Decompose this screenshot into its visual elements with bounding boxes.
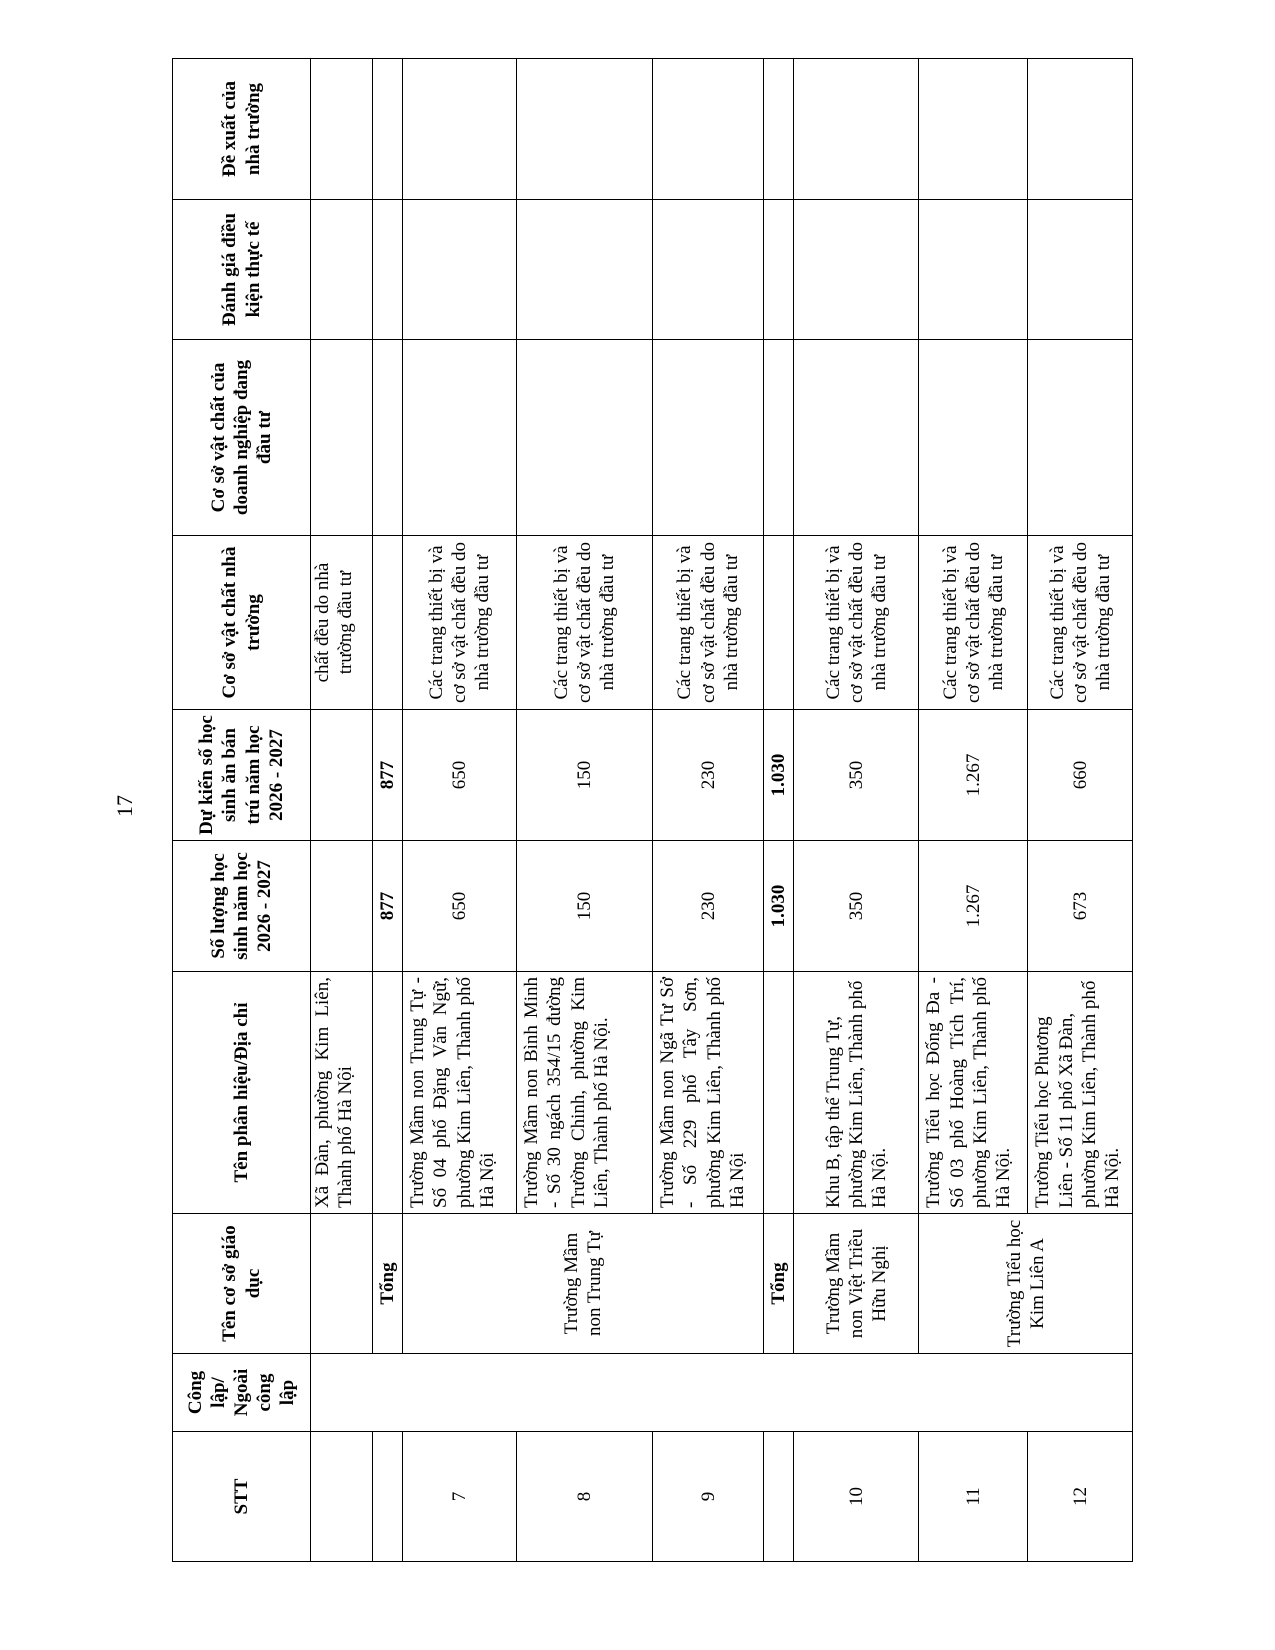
cell-proposal bbox=[794, 59, 919, 200]
cell-school: Trường Mầm non Trung Tự bbox=[403, 1214, 764, 1354]
cell-students: 673 bbox=[1028, 841, 1133, 972]
cell-stt: 9 bbox=[653, 1432, 764, 1562]
cell-school-facility: Các trang thiết bị và cơ sở vật chất đều do nhà trường đầu tư bbox=[1028, 536, 1133, 710]
cell-assessment bbox=[403, 200, 517, 340]
cell-proposal bbox=[1028, 59, 1133, 200]
cell-proposal bbox=[517, 59, 653, 200]
cell-stt: 8 bbox=[517, 1432, 653, 1562]
cell-enterprise-facility bbox=[517, 340, 653, 536]
total-boarding: 877 bbox=[373, 710, 403, 841]
cell-stt bbox=[373, 1432, 403, 1562]
cell-school-facility bbox=[373, 536, 403, 710]
header-row bbox=[173, 59, 311, 1562]
cell-stt: 10 bbox=[794, 1432, 919, 1562]
cell-proposal bbox=[403, 59, 517, 200]
cell-proposal bbox=[764, 59, 794, 200]
cell-stt bbox=[311, 1432, 373, 1562]
header-branch: Tên phân hiệu/Địa chỉ bbox=[173, 972, 311, 1214]
total-row bbox=[764, 59, 794, 1562]
cell-students: 1.267 bbox=[919, 841, 1028, 972]
cell-assessment bbox=[1028, 200, 1133, 340]
cell-boarding: 230 bbox=[653, 710, 764, 841]
cell-boarding: 150 bbox=[517, 710, 653, 841]
cell-stt: 12 bbox=[1028, 1432, 1133, 1562]
cell-boarding: 660 bbox=[1028, 710, 1133, 841]
cell-branch bbox=[373, 972, 403, 1214]
cell-branch: Khu B, tập thể Trung Tự, phường Kim Liên, Thành phố Hà Nội. bbox=[794, 972, 919, 1214]
cell-students: 650 bbox=[403, 841, 517, 972]
cell-enterprise-facility bbox=[919, 340, 1028, 536]
total-row bbox=[373, 59, 403, 1562]
cell-enterprise-facility bbox=[1028, 340, 1133, 536]
cell-branch: Trường Mầm non Ngã Tư Sở - Số 229 phố Tây Sơn, phường Kim Liên, Thành phố Hà Nội bbox=[653, 972, 764, 1214]
cell-school bbox=[311, 1214, 373, 1354]
cell-branch: Trường Mầm non Trung Tự - Số 04 phố Đặng Văn Ngữ, phường Kim Liên, Thành phố Hà Nội bbox=[403, 972, 517, 1214]
header-school: Tên cơ sở giáo dục bbox=[173, 1214, 311, 1354]
header-students: Số lượng học sinh năm học 2026 - 2027 bbox=[173, 841, 311, 972]
cell-assessment bbox=[794, 200, 919, 340]
cell-branch: Xã Đàn, phường Kim Liên, Thành phố Hà Nội bbox=[311, 972, 373, 1214]
header-boarding: Dự kiến số học sinh ăn bán trú năm học 2026 - 2027 bbox=[173, 710, 311, 841]
cell-students bbox=[311, 841, 373, 972]
header-school-facility: Cơ sở vật chất nhà trường bbox=[173, 536, 311, 710]
cell-school: Trường Mầm non Việt Triều Hữu Nghị bbox=[794, 1214, 919, 1354]
cell-assessment bbox=[764, 200, 794, 340]
cell-assessment bbox=[919, 200, 1028, 340]
cell-type bbox=[311, 1354, 1133, 1432]
header-stt: STT bbox=[173, 1432, 311, 1562]
total-label: Tổng bbox=[373, 1214, 403, 1354]
cell-students: 350 bbox=[794, 841, 919, 972]
cell-assessment bbox=[653, 200, 764, 340]
cell-school-facility bbox=[764, 536, 794, 710]
cell-school-facility: Các trang thiết bị và cơ sở vật chất đều do nhà trường đầu tư bbox=[919, 536, 1028, 710]
table-row bbox=[403, 59, 517, 1562]
cell-students: 150 bbox=[517, 841, 653, 972]
cell-boarding bbox=[311, 710, 373, 841]
cell-stt bbox=[764, 1432, 794, 1562]
total-students: 877 bbox=[373, 841, 403, 972]
cell-enterprise-facility bbox=[373, 340, 403, 536]
cell-proposal bbox=[373, 59, 403, 200]
cell-enterprise-facility bbox=[653, 340, 764, 536]
cell-boarding: 650 bbox=[403, 710, 517, 841]
cell-boarding: 350 bbox=[794, 710, 919, 841]
cell-school-facility: chất đều do nhà trường đầu tư bbox=[311, 536, 373, 710]
header-proposal: Đề xuất của nhà trường bbox=[173, 59, 311, 200]
table-row bbox=[919, 59, 1028, 1562]
rotated-table-container bbox=[172, 59, 1123, 1562]
table-row bbox=[794, 59, 919, 1562]
cell-assessment bbox=[517, 200, 653, 340]
cell-proposal bbox=[653, 59, 764, 200]
cell-proposal bbox=[919, 59, 1028, 200]
cell-boarding: 1.267 bbox=[919, 710, 1028, 841]
cell-assessment bbox=[373, 200, 403, 340]
header-assessment: Đánh giá điều kiện thực tế bbox=[173, 200, 311, 340]
cell-enterprise-facility bbox=[311, 340, 373, 536]
cell-branch bbox=[764, 972, 794, 1214]
total-students: 1.030 bbox=[764, 841, 794, 972]
cell-school: Trường Tiểu học Kim Liên A bbox=[919, 1214, 1133, 1354]
header-type: Công lập/ Ngoài công lập bbox=[173, 1354, 311, 1432]
cell-school-facility: Các trang thiết bị và cơ sở vật chất đều do nhà trường đầu tư bbox=[653, 536, 764, 710]
cell-school-facility: Các trang thiết bị và cơ sở vật chất đều do nhà trường đầu tư bbox=[403, 536, 517, 710]
cell-enterprise-facility bbox=[794, 340, 919, 536]
page-number: 17 bbox=[112, 795, 137, 817]
table-row bbox=[311, 59, 373, 1562]
cell-school-facility: Các trang thiết bị và cơ sở vật chất đều do nhà trường đầu tư bbox=[517, 536, 653, 710]
total-boarding: 1.030 bbox=[764, 710, 794, 841]
header-enterprise-facility: Cơ sở vật chất của doanh nghiệp đang đầu tư bbox=[173, 340, 311, 536]
cell-school-facility: Các trang thiết bị và cơ sở vật chất đều do nhà trường đầu tư bbox=[794, 536, 919, 710]
cell-enterprise-facility bbox=[403, 340, 517, 536]
cell-enterprise-facility bbox=[764, 340, 794, 536]
cell-branch: Trường Tiểu học Phương Liên - Số 11 phố Xã Đàn, phường Kim Liên, Thành phố Hà Nội. bbox=[1028, 972, 1133, 1214]
cell-stt: 11 bbox=[919, 1432, 1028, 1562]
cell-proposal bbox=[311, 59, 373, 200]
cell-branch: Trường Tiểu học Đống Đa - Số 03 phố Hoàng Tích Trí, phường Kim Liên, Thành phố Hà Nội. bbox=[919, 972, 1028, 1214]
total-label: Tổng bbox=[764, 1214, 794, 1354]
cell-branch: Trường Mầm non Bình Minh - Số 30 ngách 354/15 đường Trường Chinh, phường Kim Liên, Thành phố Hà Nội. bbox=[517, 972, 653, 1214]
school-facility-table bbox=[172, 58, 1133, 1562]
cell-assessment bbox=[311, 200, 373, 340]
cell-students: 230 bbox=[653, 841, 764, 972]
cell-stt: 7 bbox=[403, 1432, 517, 1562]
